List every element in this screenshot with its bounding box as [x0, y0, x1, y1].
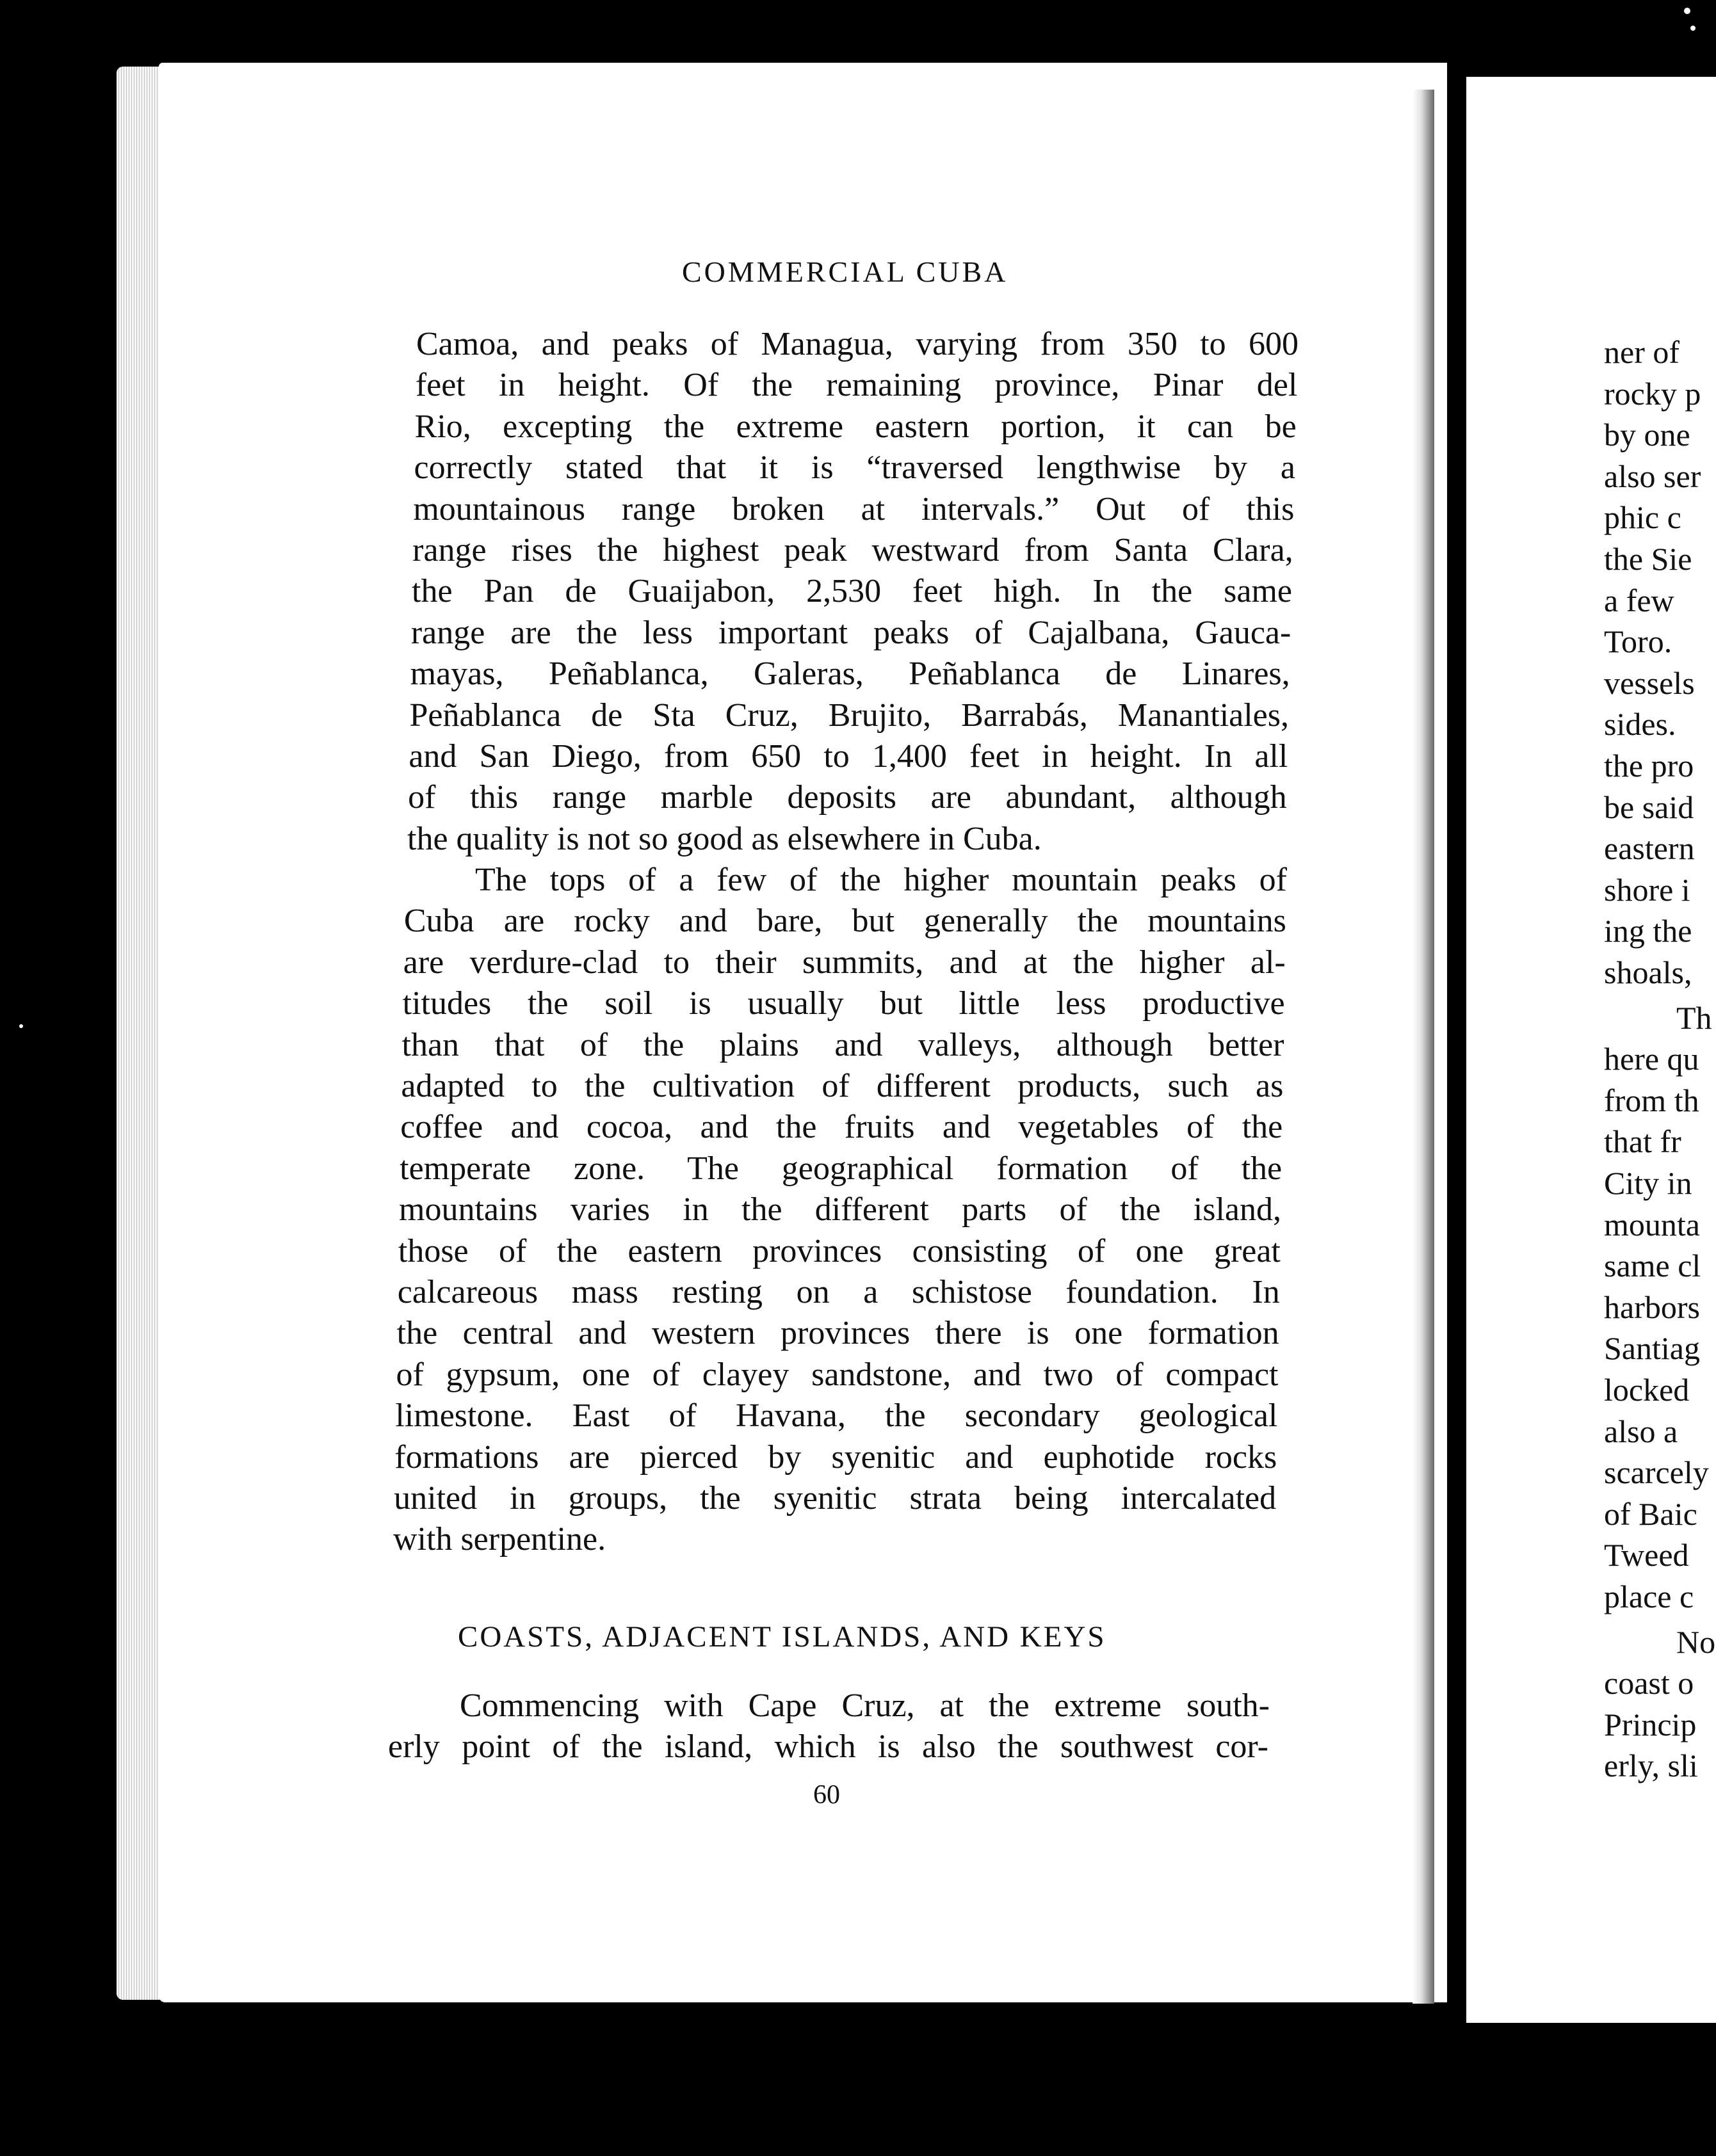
paragraph1-line: Rio, excepting the extreme eastern portion, it can be [414, 408, 1297, 445]
right-page-line: be said [1604, 789, 1694, 825]
right-page-line: mounta [1604, 1206, 1700, 1243]
right-page-line: that fr [1604, 1123, 1681, 1160]
paragraph3-line: Commencing with Cape Cruz, at the extreme south- [460, 1687, 1270, 1724]
paragraph2-line: coffee and cocoa, and the fruits and vegetables of the [400, 1109, 1283, 1146]
right-page-line: shoals, [1604, 954, 1692, 990]
paragraph2-line: of gypsum, one of clayey sandstone, and two of compact [396, 1356, 1279, 1393]
right-page-line: here qu [1604, 1041, 1699, 1077]
scan-speck [19, 1024, 23, 1028]
paragraph1-line: the Pan de Guaijabon, 2,530 feet high. In the same [412, 573, 1292, 610]
right-page-line: from th [1604, 1082, 1699, 1118]
right-page-line: Santiag [1604, 1330, 1700, 1367]
right-page-line: the pro [1604, 748, 1694, 784]
right-page-line: erly, sli [1604, 1748, 1698, 1784]
paragraph3-line: erly point of the island, which is also the southwest cor- [388, 1728, 1268, 1766]
right-page-line: by one [1604, 417, 1690, 453]
right-page-line: eastern [1604, 830, 1695, 867]
paragraph2-line: united in groups, the syenitic strata being intercalated [394, 1480, 1277, 1516]
book-gutter [1412, 90, 1434, 2004]
right-page-line: Princip [1604, 1706, 1697, 1742]
paragraph2-line: limestone. East of Havana, the secondary geological [395, 1397, 1278, 1435]
paragraph1-line: range are the less important peaks of Cajalbana, Gauca- [410, 614, 1291, 651]
paragraph2-line: the central and western provinces there is one formation [396, 1315, 1279, 1352]
paragraph2-line: calcareous mass resting on a schistose foundation. In [397, 1274, 1280, 1310]
right-page-line: sides. [1604, 706, 1676, 743]
right-page-line: ner of [1604, 334, 1680, 370]
right-page-line: No [1676, 1623, 1716, 1660]
right-page-line: vessels [1604, 664, 1695, 701]
right-page-line: shore i [1604, 871, 1690, 908]
paragraph2-line: The tops of a few of the higher mountain peaks of [475, 862, 1287, 898]
right-page-line: of Baic [1604, 1495, 1697, 1532]
paragraph1-line: mayas, Peñablanca, Galeras, Peñablanca de Linares, [410, 656, 1290, 693]
right-page-line: coast o [1604, 1665, 1694, 1701]
paragraph2-line: with serpentine. [393, 1521, 606, 1558]
right-page-line: rocky p [1604, 375, 1701, 412]
paragraph1-line: feet in height. Of the remaining province, Pinar del [415, 367, 1298, 404]
paragraph2-line: than that of the plains and valleys, although better [401, 1026, 1284, 1063]
paragraph2-line: mountains varies in the different parts of the island, [399, 1191, 1281, 1228]
right-page-line: ing the [1604, 913, 1692, 949]
right-page-line: locked [1604, 1372, 1690, 1408]
paragraph2-line: formations are pierced by syenitic and euphotide rocks [394, 1438, 1277, 1476]
paragraph1-line: correctly stated that it is “traversed lengthwise by a [414, 449, 1295, 487]
paragraph2-line: those of the eastern provinces consisting of one great [398, 1232, 1281, 1269]
right-page-line: phic c [1604, 499, 1681, 536]
paragraph1-line: Peñablanca de Sta Cruz, Brujito, Barrabás, Manantiales, [409, 696, 1289, 734]
page-number: 60 [813, 1780, 840, 1810]
running-header: COMMERCIAL CUBA [682, 255, 1008, 288]
paragraph1-line: range rises the highest peak westward from Santa Clara, [412, 532, 1293, 568]
paragraph2-line: are verdure-clad to their summits, and at the higher al- [403, 944, 1286, 981]
scan-speck [1690, 26, 1696, 31]
right-page-line: scarcely [1604, 1454, 1709, 1491]
right-page-line: a few [1604, 582, 1674, 618]
right-page-line: Tweed [1604, 1537, 1689, 1573]
right-page-line: harbors [1604, 1289, 1700, 1325]
right-page-line: Toro. [1604, 623, 1672, 660]
right-page-line: also a [1604, 1413, 1678, 1449]
paragraph1-line: of this range marble deposits are abundant, although [408, 779, 1287, 816]
section-heading: COASTS, ADJACENT ISLANDS, AND KEYS [458, 1620, 1106, 1653]
paragraph1-line: the quality is not so good as elsewhere in Cuba. [407, 820, 1042, 857]
paragraph2-line: titudes the soil is usually but little less productive [402, 985, 1285, 1022]
right-page-line: also ser [1604, 458, 1701, 494]
right-page-line: the Sie [1604, 541, 1692, 577]
right-page-line: Th [1676, 999, 1712, 1036]
right-page-line: same cl [1604, 1248, 1701, 1284]
right-page-line: City in [1604, 1165, 1692, 1201]
paragraph1-line: mountainous range broken at intervals.” Out of this [413, 490, 1295, 527]
right-page-line: place c [1604, 1579, 1694, 1614]
paragraph1-line: Camoa, and peaks of Managua, varying from 350 to 600 [416, 326, 1299, 362]
paragraph2-line: Cuba are rocky and bare, but generally the mountains [403, 903, 1286, 940]
paragraph1-line: and San Diego, from 650 to 1,400 feet in height. In all [409, 738, 1288, 775]
paragraph2-line: temperate zone. The geographical formation of the [400, 1150, 1283, 1187]
paragraph2-line: adapted to the cultivation of different products, such as [401, 1068, 1284, 1104]
scan-speck [1684, 8, 1690, 14]
